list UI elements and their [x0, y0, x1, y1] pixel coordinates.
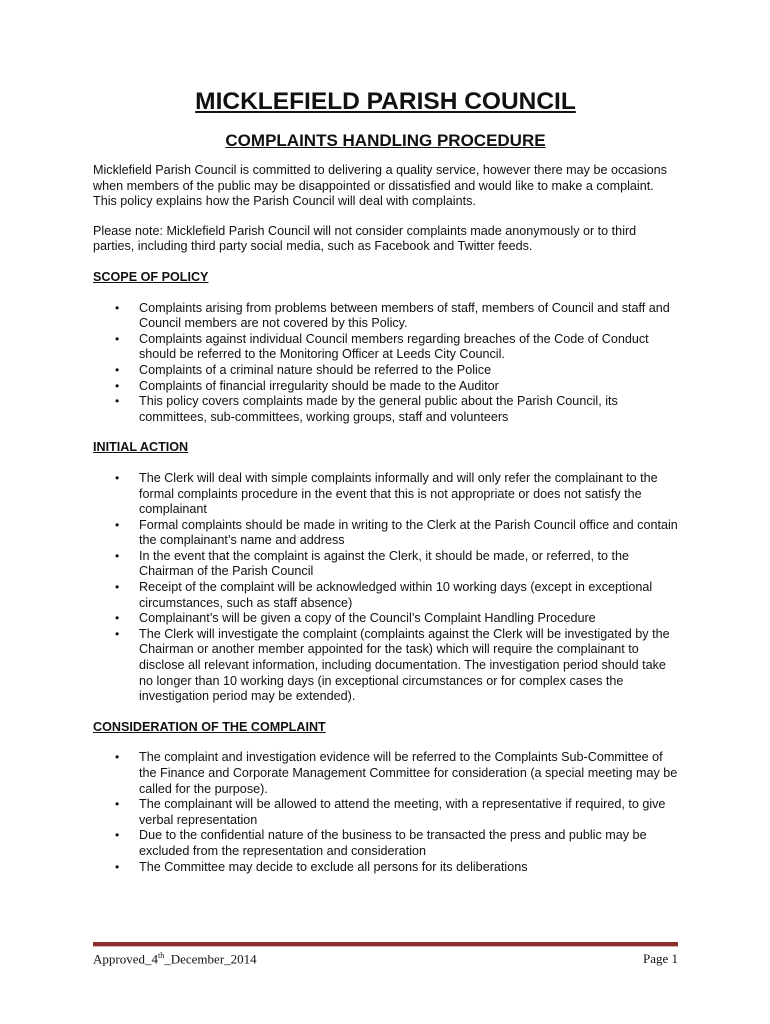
section-heading-consideration: CONSIDERATION OF THE COMPLAINT: [93, 719, 326, 734]
page-number: Page 1: [642, 951, 678, 966]
initial-action-list: [93, 471, 678, 705]
document-subtitle: COMPLAINTS HANDLING PROCEDURE: [225, 131, 546, 150]
bullet-icon: •: [115, 626, 120, 641]
bullet-icon: •: [115, 580, 120, 595]
intro-paragraph: Micklefield Parish Council is committed to delivering a quality service, however there may be occasions when members of the public may be disappointed or dissatisfied and would like to make a complaint. This policy explains how the Parish Council will deal with complaints.: [93, 163, 667, 209]
list-item: • The Clerk will investigate the complaint (complaints against the Clerk will be investigated by the Chairman or another member appointed for the task) which will require the complainant to disclose all relevant information, including documentation. The investigation period should take no longer than 10 working days (in exceptional circumstances or for complex cases the investigation period may be extended).: [115, 626, 670, 704]
footer-divider: [93, 942, 678, 947]
bullet-icon: •: [115, 797, 120, 812]
bullet-icon: •: [115, 828, 120, 843]
document-title: MICKLEFIELD PARISH COUNCIL: [195, 88, 576, 115]
list-item: • Complainant’s will be given a copy of the Council’s Complaint Handling Procedure: [115, 611, 596, 626]
section-heading-initial-action: INITIAL ACTION: [93, 440, 189, 455]
scope-list: [93, 301, 678, 426]
list-item: • In the event that the complaint is against the Clerk, it should be made, or referred, to the Chairman of the Parish Council: [115, 548, 630, 579]
list-item: • The complaint and investigation evidence will be referred to the Complaints Sub-Committee of the Finance and Corporate Management Committee for consideration (a special meeting may be called for the purpose).: [115, 750, 678, 796]
list-item: • Complaints of financial irregularity should be made to the Auditor: [115, 378, 499, 393]
list-item: • Complaints of a criminal nature should be referred to the Police: [115, 362, 492, 377]
document-page: [93, 88, 678, 875]
consideration-list: [93, 750, 678, 875]
approval-date: Approved_4th_December_2014: [93, 951, 257, 967]
bullet-icon: •: [115, 470, 120, 485]
list-item: • Complaints arising from problems between members of staff, members of Council and staff and Council members are not covered by this Policy.: [115, 300, 670, 331]
bullet-icon: •: [115, 394, 120, 409]
note-paragraph: Please note: Micklefield Parish Council will not consider complaints made anonymously or to third parties, including third party social media, such as Facebook and Twitter feeds.: [93, 223, 637, 254]
list-item: • Receipt of the complaint will be acknowledged within 10 working days (except in exceptional circumstances, such as staff absence): [115, 580, 653, 610]
list-item: • This policy covers complaints made by the general public about the Parish Council, its committees, sub-committees, working groups, staff and volunteers: [115, 394, 618, 424]
list-item: • The Clerk will deal with simple complaints informally and will only refer the complainant to the formal complaints procedure in the event that this is not appropriate or does not satisfy the complainant: [115, 470, 658, 517]
section-heading-scope: SCOPE OF POLICY: [93, 269, 209, 284]
bullet-icon: •: [115, 517, 120, 532]
bullet-icon: •: [115, 331, 120, 346]
list-item: • Complaints against individual Council members regarding breaches of the Code of Conduct should be referred to the Monitoring Officer at Leeds City Council.: [115, 331, 649, 362]
list-item: • The complainant will be allowed to attend the meeting, with a representative if required, to give verbal representation: [115, 797, 666, 827]
bullet-icon: •: [115, 750, 120, 765]
bullet-icon: •: [115, 378, 120, 393]
bullet-icon: •: [115, 611, 120, 626]
list-item: • The Committee may decide to exclude all persons for its deliberations: [115, 859, 528, 874]
bullet-icon: •: [115, 300, 120, 315]
list-item: • Due to the confidential nature of the business to be transacted the press and public may be excluded from the representation and consideration: [115, 828, 647, 858]
list-item: • Formal complaints should be made in writing to the Clerk at the Parish Council office and contain the complainant’s name and address: [115, 517, 678, 548]
bullet-icon: •: [115, 362, 120, 377]
bullet-icon: •: [115, 859, 120, 874]
page-footer: [93, 951, 678, 967]
bullet-icon: •: [115, 548, 120, 563]
